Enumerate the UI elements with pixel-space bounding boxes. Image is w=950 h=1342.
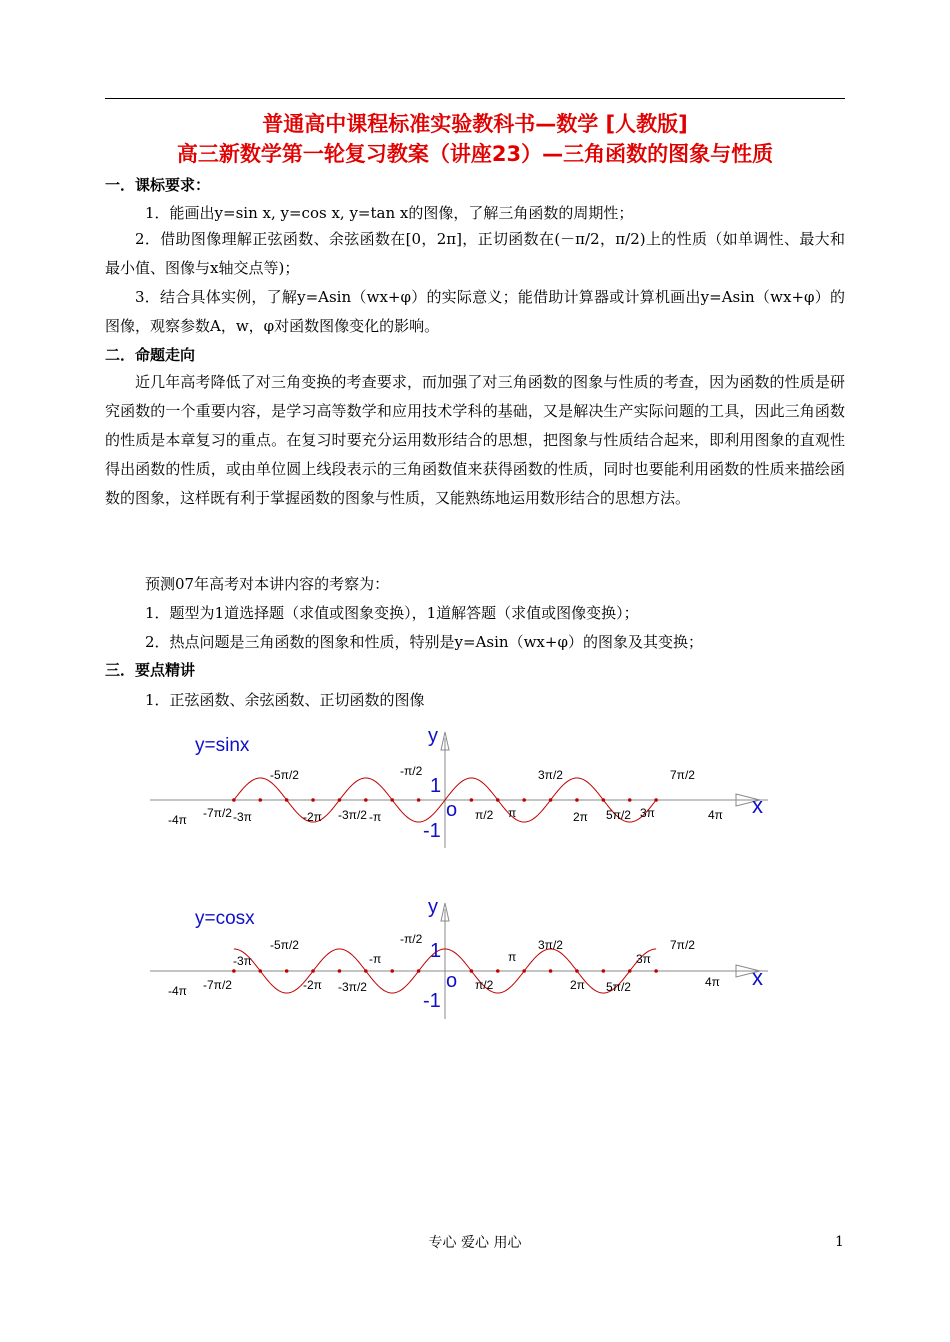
tick-dot xyxy=(232,798,236,802)
tick-pi-2: π/2 xyxy=(475,808,494,822)
section-3-heading: 三．要点精讲 xyxy=(105,661,196,679)
footer-slogan: 专心 爱心 用心 xyxy=(428,1235,522,1251)
neg-one-label: -1 xyxy=(423,820,441,842)
tick-dot xyxy=(470,969,474,973)
tick-neg-pi: -π xyxy=(369,810,382,824)
tick-5pi-2: 5π/2 xyxy=(606,808,631,822)
tick-dot xyxy=(575,969,579,973)
cos-label: y=cosx xyxy=(195,908,255,929)
tick-neg-2pi: -2π xyxy=(303,978,322,992)
tick-neg-5pi-2: -5π/2 xyxy=(270,938,299,952)
tick-neg-pi-2: -π/2 xyxy=(400,932,423,946)
section-1-heading: 一．课标要求： xyxy=(105,176,211,194)
tick-7pi-2: 7π/2 xyxy=(670,768,695,782)
tick-dot xyxy=(390,969,394,973)
tick-pi: π xyxy=(508,950,517,964)
s1-item-2: 2．借助图像理解正弦函数、余弦函数在[0，2π]，正切函数在(－π/2，π/2)上的性质（如单调性、最大和最小值、图像与x轴交点等)； xyxy=(105,230,845,277)
sine-graph xyxy=(140,720,780,855)
tick-dot xyxy=(575,798,579,802)
tick-2pi: 2π xyxy=(570,978,585,992)
tick-3pi-2: 3π/2 xyxy=(538,938,563,952)
x-axis-label: x xyxy=(752,793,763,818)
tick-dot xyxy=(364,798,368,802)
s2-item-2: 2．热点问题是三角函数的图象和性质，特别是y=Asin（wx+φ）的图象及其变换； xyxy=(145,633,703,651)
tick-dot xyxy=(258,969,262,973)
y-axis-label: y xyxy=(428,896,438,918)
tick-dot xyxy=(417,798,421,802)
tick-neg-4pi: -4π xyxy=(168,984,187,998)
tick-neg-pi: -π xyxy=(369,952,382,966)
tick-4pi: 4π xyxy=(705,975,720,989)
tick-neg-7pi-2: -7π/2 xyxy=(203,806,232,820)
top-rule xyxy=(105,98,845,99)
s3-item-1: 1．正弦函数、余弦函数、正切函数的图像 xyxy=(145,691,425,709)
one-label: 1 xyxy=(430,775,442,797)
tick-dot xyxy=(522,798,526,802)
x-axis-label: x xyxy=(752,965,763,990)
title-line-1: 普通高中课程标准实验教科书—数学 [人教版] xyxy=(262,112,688,136)
s2-item-1: 1．题型为1道选择题（求值或图象变换），1道解答题（求值或图像变换）； xyxy=(145,604,639,622)
tick-dot xyxy=(364,969,368,973)
tick-dot xyxy=(549,969,553,973)
title-line-2: 高三新数学第一轮复习教案（讲座23）—三角函数的图象与性质 xyxy=(176,142,774,166)
tick-dot xyxy=(628,798,632,802)
tick-5pi-2: 5π/2 xyxy=(606,980,631,994)
s1-item-1: 1．能画出y=sin x, y=cos x, y=tan x的图像，了解三角函数的周期性； xyxy=(145,204,634,222)
tick-pi-2: π/2 xyxy=(475,978,494,992)
tick-dot xyxy=(602,798,606,802)
tick-dot xyxy=(654,969,658,973)
tick-3pi: 3π xyxy=(636,952,651,966)
origin-label: o xyxy=(446,799,458,821)
tick-dot xyxy=(285,969,289,973)
tick-dot xyxy=(470,798,474,802)
tick-dot xyxy=(602,969,606,973)
tick-neg-3pi: -3π xyxy=(233,954,252,968)
tick-neg-5pi-2: -5π/2 xyxy=(270,768,299,782)
tick-neg-4pi: -4π xyxy=(168,813,187,827)
section-2-heading: 二．命题走向 xyxy=(105,346,196,364)
tick-7pi-2: 7π/2 xyxy=(670,938,695,952)
tick-neg-3pi-2: -3π/2 xyxy=(338,980,367,994)
tick-neg-pi-2: -π/2 xyxy=(400,764,423,778)
tick-3pi-2: 3π/2 xyxy=(538,768,563,782)
tick-3pi: 3π xyxy=(640,806,655,820)
tick-4pi: 4π xyxy=(708,808,723,822)
tick-dot xyxy=(390,798,394,802)
tick-dot xyxy=(338,798,342,802)
page-number: 1 xyxy=(835,1234,844,1250)
tick-neg-3pi-2: -3π/2 xyxy=(338,808,367,822)
tick-dot xyxy=(417,969,421,973)
sin-label: y=sinx xyxy=(195,735,250,756)
origin-label: o xyxy=(446,970,458,992)
cosine-graph xyxy=(140,893,780,1028)
s2-paragraph: 近几年高考降低了对三角变换的考查要求，而加强了对三角函数的图象与性质的考查，因为函数的性质是研究函数的一个重要内容，是学习高等数学和应用技术学科的基础，又是解决生产实际问题的工具，因此三角函数的性质是本章复习的重点。在复习时要充分运用数形结合的思想，把图象与性质结合起来，即利用图象的直观性得出函数的性质，或由单位圆上线段表示的三角函数值来获得函数的性质，同时也要能利用函数的性质来描绘函数的图象，这样既有利于掌握函数的图象与性质，又能熟练地运用数形结合的思想方法。 xyxy=(105,373,845,507)
tick-dot xyxy=(654,798,658,802)
tick-dot xyxy=(496,969,500,973)
tick-neg-3pi: -3π xyxy=(233,810,252,824)
tick-dot xyxy=(285,798,289,802)
tick-neg-2pi: -2π xyxy=(303,810,322,824)
tick-2pi: 2π xyxy=(573,810,588,824)
tick-dot xyxy=(258,798,262,802)
tick-neg-7pi-2: -7π/2 xyxy=(203,978,232,992)
tick-dot xyxy=(496,798,500,802)
tick-pi: π xyxy=(508,806,517,820)
y-axis-label: y xyxy=(428,725,438,747)
tick-dot xyxy=(522,969,526,973)
neg-one-label: -1 xyxy=(423,990,441,1012)
tick-dot xyxy=(232,969,236,973)
tick-dot xyxy=(338,969,342,973)
s1-item-3: 3．结合具体实例，了解y=Asin（wx+φ）的实际意义；能借助计算器或计算机画出y=Asin（wx+φ）的图像，观察参数A，w，φ对函数图像变化的影响。 xyxy=(105,288,845,335)
tick-dot xyxy=(549,798,553,802)
tick-dot xyxy=(628,969,632,973)
s2-predict: 预测07年高考对本讲内容的考察为： xyxy=(145,575,390,593)
one-label: 1 xyxy=(430,940,442,962)
tick-dot xyxy=(311,969,315,973)
tick-dot xyxy=(311,798,315,802)
